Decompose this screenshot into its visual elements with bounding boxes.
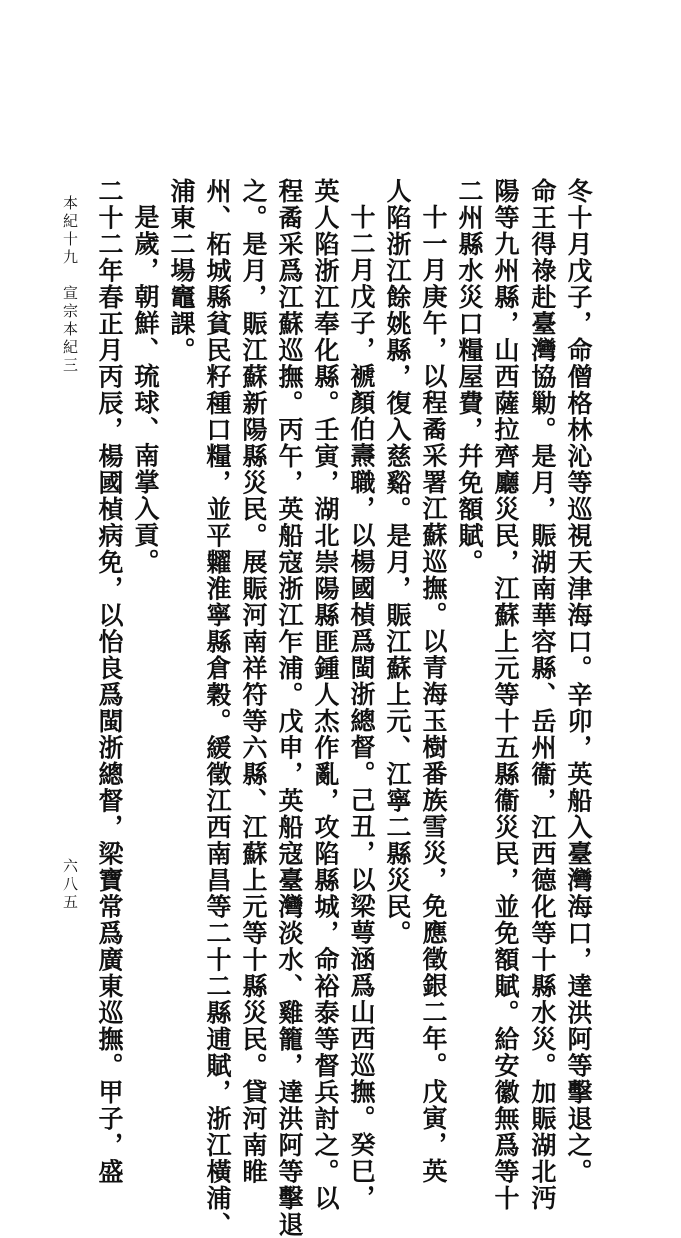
text-column-5: 十一月庚午，以程矞采署江蘇巡撫。以青海玉樹番族雪災，免應徵銀二年。戊寅，英	[419, 204, 448, 1185]
text-column-11: 州、柘城縣貧民籽種口糧，並平糶淮寧縣倉穀。緩徵江西南昌等二十二縣逋賦，浙江橫浦、	[203, 178, 232, 1238]
text-column-6: 人陷浙江餘姚縣，復入慈谿。是月，賑江蘇上元、江寧二縣災民。	[383, 178, 412, 947]
text-column-12: 浦東二場竈課。	[167, 178, 196, 364]
text-column-13: 是歲，朝鮮、琉球、南掌入貢。	[131, 204, 160, 575]
text-column-1: 冬十月戊子，命僧格林沁等巡視天津海口。辛卯，英船入臺灣海口，達洪阿等擊退之。	[564, 178, 593, 1185]
text-column-9: 程矞采爲江蘇巡撫。丙午，英船寇浙江乍浦。戊申，英船寇臺灣淡水、雞籠，達洪阿等擊退	[275, 178, 304, 1238]
folio-title: 本紀十九 宣宗本紀三	[61, 195, 79, 375]
text-column-3: 陽等九州縣，山西薩拉齊廳災民，江蘇上元等十五縣衞災民，並免額賦。給安徽無爲等十	[491, 178, 520, 1212]
page-number: 六八五	[61, 858, 79, 912]
text-column-8: 英人陷浙江奉化縣。壬寅，湖北崇陽縣匪鍾人杰作亂，攻陷縣城，命裕泰等督兵討之。以	[311, 178, 340, 1212]
text-column-7: 十二月戊子，褫顏伯燾職，以楊國楨爲閩浙總督。己丑，以梁萼涵爲山西巡撫。癸巳，	[347, 204, 376, 1211]
text-column-14: 二十二年春正月丙辰，楊國楨病免，以怡良爲閩浙總督，梁寶常爲廣東巡撫。甲子，盛	[95, 178, 124, 1185]
text-column-2: 命王得祿赴臺灣協勦。是月，賑湖南華容縣、岳州衞，江西德化等十縣水災。加賑湖北沔	[528, 178, 557, 1212]
text-column-4: 二州縣水災口糧屋費，幷免額賦。	[455, 178, 484, 576]
text-column-10: 之。是月，賑江蘇新陽縣災民。展賑河南祥符等六縣、江蘇上元等十縣災民。貸河南睢	[239, 178, 268, 1185]
